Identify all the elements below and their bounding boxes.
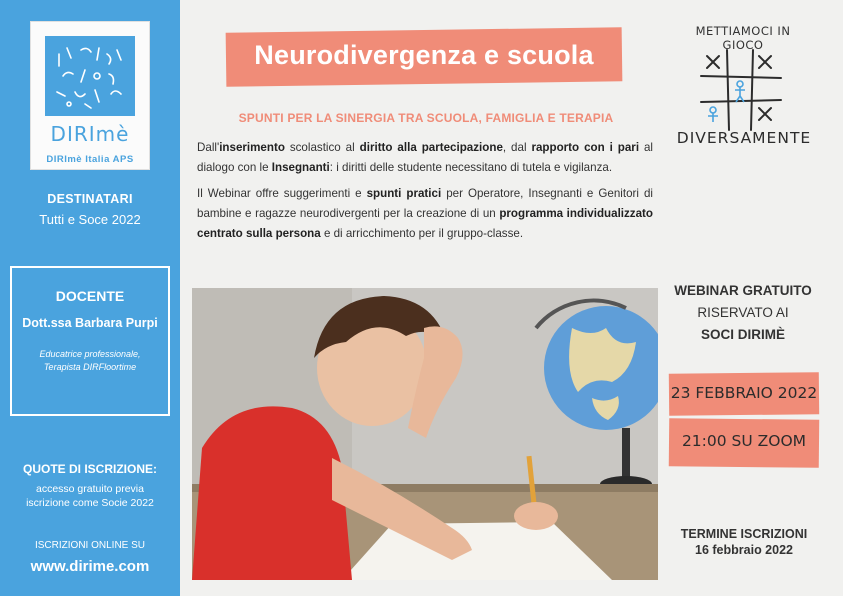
- tic-tac-toe-icon: [699, 48, 783, 132]
- online-label: ISCRIZIONI ONLINE SU: [34, 540, 145, 551]
- deadline-date: 16 febbraio 2022: [695, 543, 793, 557]
- event-time: 21:00 SU ZOOM: [681, 432, 807, 450]
- destinatari-title: DESTINATARI: [47, 192, 133, 206]
- paragraph-2: Il Webinar offre suggerimenti e spunti pratici per Operatore, Insegnanti e Genitori di bambine e ragazze neurodivergenti per la creazione di un programma individualizzato centrato sulla persona e di arricchimento per il gruppo-classe.: [197, 187, 653, 240]
- webinar-title: WEBINAR GRATUITO: [674, 283, 812, 298]
- dirime-logo: [31, 22, 149, 169]
- website-link[interactable]: www.dirime.com: [30, 558, 150, 575]
- docente-box: [10, 266, 170, 416]
- docente-role-line-2: Terapista DIRFloortime: [43, 362, 137, 372]
- child-studying-photo: [192, 288, 658, 580]
- docente-title: DOCENTE: [55, 288, 125, 304]
- logo-word: DIRImè: [50, 122, 130, 146]
- logo-subtitle: DIRImè Italia APS: [46, 154, 134, 165]
- deadline-title: TERMINE ISCRIZIONI: [680, 527, 808, 541]
- quote-text-line-2: iscrizione come Socie 2022: [26, 497, 154, 509]
- body-text: [197, 138, 653, 250]
- quote-title: QUOTE DI ISCRIZIONE:: [22, 462, 157, 476]
- mettiamoci-text: METTIAMOCI IN GIOCO: [695, 24, 791, 52]
- webinar-reserved: RISERVATO AI: [697, 305, 789, 320]
- paragraph-1: Dall'inserimento scolastico al diritto alla partecipazione, dal rapporto con i pari al dialogo con le Insegnanti: i diritti delle studente necessitano di tutela e vigilanza.: [197, 141, 654, 174]
- docente-name: Dott.ssa Barbara Purpi: [22, 316, 158, 330]
- page-subtitle: SPUNTI PER LA SINERGIA TRA SCUOLA, FAMIGLIA E TERAPIA: [238, 111, 614, 125]
- logo-pattern: [45, 36, 135, 116]
- docente-role: [12, 348, 168, 374]
- webinar-soci: SOCI DIRIMÈ: [700, 327, 785, 342]
- destinatari-text: Tutti e Soce 2022: [39, 212, 141, 227]
- page-title: Neurodivergenza e scuola: [254, 40, 594, 70]
- quote-text-line-1: accesso gratuito previa: [36, 483, 144, 495]
- diversamente-text: DIVERSAMENTE: [676, 129, 812, 147]
- logo-squiggle-icon: [45, 36, 135, 116]
- event-date: 23 FEBBRAIO 2022: [670, 384, 818, 402]
- docente-role-line-1: Educatrice professionale,: [39, 349, 141, 359]
- sidebar: [0, 0, 180, 596]
- photo-illustration: [192, 288, 658, 580]
- quote-text: [0, 482, 180, 510]
